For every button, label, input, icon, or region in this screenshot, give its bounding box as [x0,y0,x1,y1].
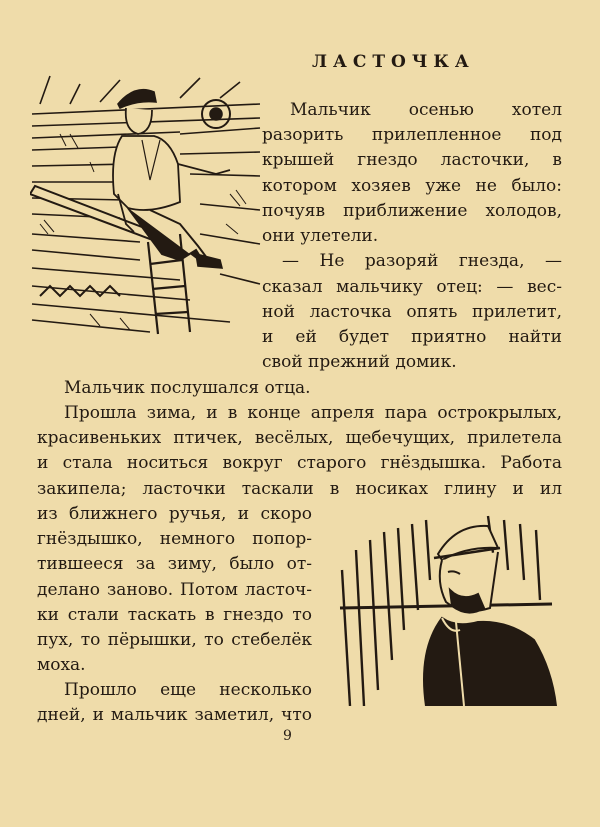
text-line: Мальчик послушался отца. [64,378,311,398]
text-line: Прошло еще несколько [64,680,312,700]
text-line: разорить прилепленное под [262,125,562,145]
text-line: пух, то пёрышки, то стебелёк [37,630,312,650]
text-line: делано заново. Потом ласточ- [37,580,312,600]
text-line: котором хозяев уже не было: [262,176,562,196]
text-line: и стала носиться вокруг старого гнёздышка. Работа [37,453,562,473]
text-line: гнёздышко, немного попор- [37,529,312,549]
text-line: из ближнего ручья, и скоро [37,504,312,524]
text-line: ки стали таскать в гнездо то [37,605,312,625]
text-line: Прошла зима, и в конце апреля пара острокрылых, [64,403,562,423]
story-title: ЛАСТОЧКА [312,52,475,72]
text-line: ной ласточка опять прилетит, [262,302,562,322]
text-line: — Не разоряй гнезда, — [282,251,562,271]
text-line: почуяв приближение холодов, [262,201,562,221]
text-line: сказал мальчику отец: — вес- [262,277,562,297]
text-line: тившееся за зиму, было от- [37,554,312,574]
text-line: и ей будет приятно найти [262,327,562,347]
text-line: они улетели. [262,226,379,246]
text-line: моха. [37,655,86,675]
text-line: дней, и мальчик заметил, что [37,705,312,725]
page-number: 9 [283,728,292,744]
text-line: свой прежний домик. [262,352,457,372]
text-line: крышей гнездо ласточки, в [262,150,562,170]
father-portrait-illustration [338,510,562,706]
boy-on-roof-illustration [30,74,265,336]
text-line: красивеньких птичек, весёлых, щебечущих, прилетела [37,428,562,448]
text-line: закипела; ласточки таскали в носиках глину и ил [37,479,562,499]
text-line: Мальчик осенью хотел [290,100,562,120]
